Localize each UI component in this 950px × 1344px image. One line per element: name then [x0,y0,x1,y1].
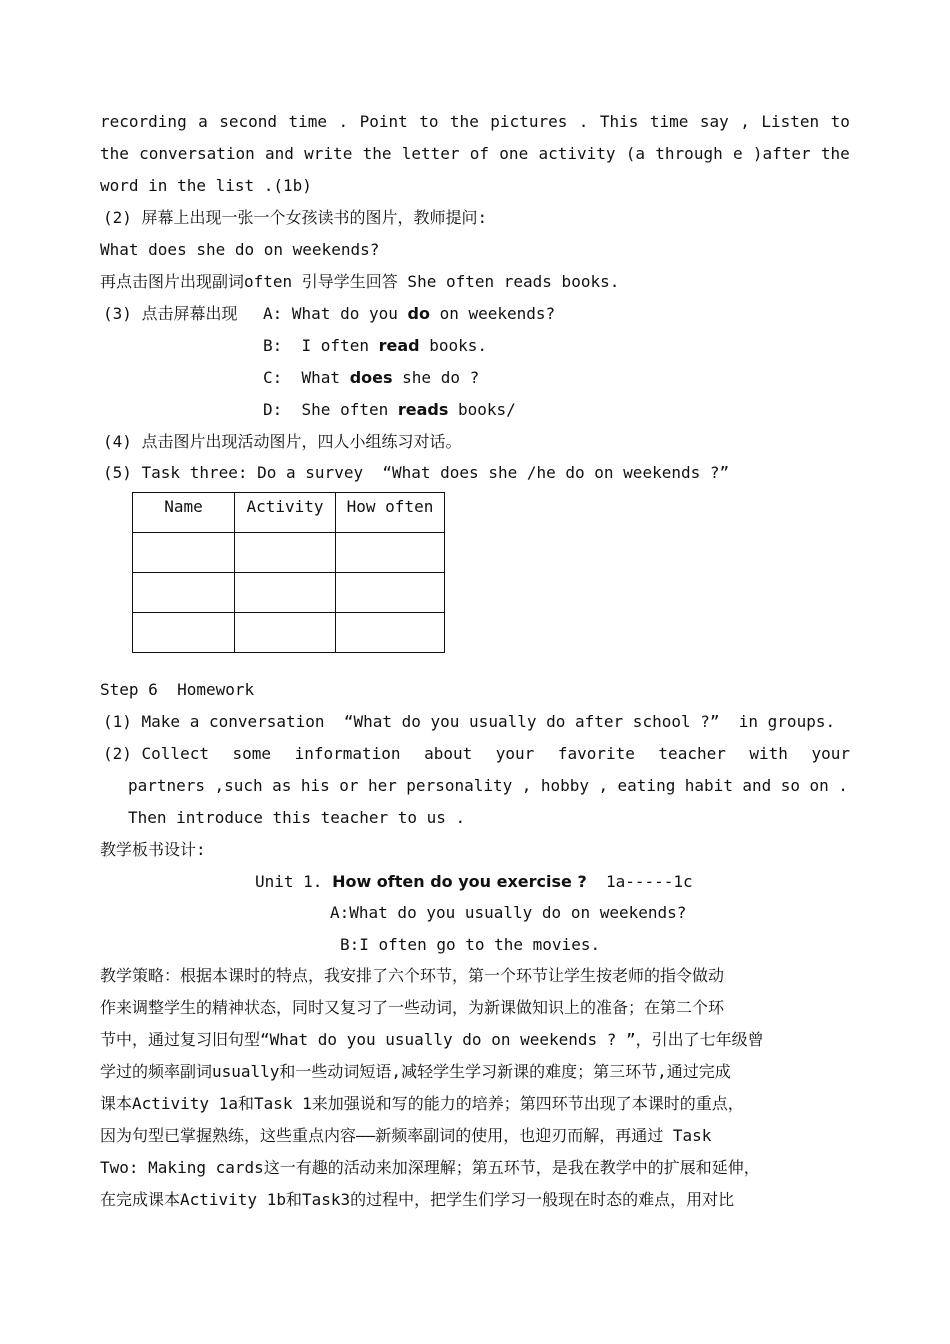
word: or [339,776,359,795]
word: of [469,144,490,163]
word: (a [625,144,646,163]
table-cell [133,533,235,573]
table-cell [235,573,336,613]
table-header-name: Name [133,493,235,533]
word: one [499,144,529,163]
strategy-line-1: 教学策略：根据本课时的特点，我安排了六个环节，第一个环节让学生按老师的指令做动 [100,966,725,985]
word: your [811,744,850,763]
word: letter [401,144,460,163]
table-row [133,533,445,573]
word: This [599,112,639,131]
word: . [338,112,349,131]
item-5-text: (5) Task three: Do a survey “What does she /he do on weekends ?” [103,463,730,482]
word: the [362,144,392,163]
word: your [495,744,535,763]
word: , [598,776,609,795]
table-cell [133,573,235,613]
word: hobby [540,776,589,795]
word: and [265,144,294,163]
word: recording [100,112,187,131]
word: the [820,144,850,163]
word: to [419,112,439,131]
word: to [830,112,850,131]
word: some [232,744,272,763]
word: habit [684,776,733,795]
word: eating [617,776,676,795]
table-row [133,573,445,613]
item-2-prompt: 再点击图片出现副词often 引导学生回答 She often reads books. [100,272,620,291]
dialog-line-b: B: I often read books. [263,336,488,355]
word: Listen [761,112,820,131]
word: and [742,776,772,795]
table-row [133,613,445,653]
board-heading: 教学板书设计: [100,840,206,859]
strategy-line-2: 作来调整学生的精神状态，同时又复习了一些动词，为新课做知识上的准备；在第二个环 [100,998,725,1017]
word: his [300,776,330,795]
strategy-line-5: 课本Activity 1a和Task 1来加强说和写的能力的培养；第四环节出现了本课时的重点， [100,1094,744,1113]
word: the [100,144,129,163]
word: the [449,112,479,131]
word: second [219,112,278,131]
word: a [198,112,208,131]
table-cell [336,613,445,653]
dialog-line-c: C: What does she do ? [263,368,480,387]
word: her [367,776,397,795]
word: say [699,112,729,131]
word: information [294,744,401,763]
word: time [649,112,689,131]
item-2-question: What does she do on weekends? [100,240,380,259]
dialog-line-d: D: She often reads books/ [263,400,516,419]
word: teacher [658,744,726,763]
paragraph-1-line-1 [100,112,850,132]
table-cell [133,613,235,653]
word: about [424,744,473,763]
table-cell [336,533,445,573]
strategy-line-8: 在完成课本Activity 1b和Task3的过程中，把学生们学习一般现在时态的难点，用对比 [100,1190,735,1209]
table-cell [235,613,336,653]
step-6-title: Step 6 Homework [100,680,255,699]
strategy-line-3: 节中，通过复习旧句型“What do you usually do on weekends ? ”，引出了七年级曾 [100,1030,764,1049]
word: ,such [214,776,263,795]
word: write [304,144,353,163]
paragraph-1-line-3: word in the list .(1b) [100,176,312,195]
word: so [780,776,801,795]
word: Point [359,112,408,131]
homework-item-1: (1) Make a conversation “What do you usually do after school ?” in groups. [103,712,836,731]
word: (2) Collect [103,744,209,763]
strategy-line-7: Two: Making cards这一有趣的活动来加深理解；第五环节，是我在教学中的扩展和延伸， [100,1158,760,1177]
board-unit-title: Unit 1. How often do you exercise ? 1a-----1c [255,872,693,891]
word: , [740,112,750,131]
word: as [272,776,292,795]
table-cell [336,573,445,613]
word: with [749,744,788,763]
word: )after [752,144,811,163]
dialog-line-a: A: What do you do on weekends? [263,304,556,323]
strategy-line-6: 因为句型已掌握熟练，这些重点内容——新频率副词的使用，也迎刃而解，再通过 Task [100,1126,712,1145]
word: e [732,144,743,163]
item-2-text: (2) 屏幕上出现一张一个女孩读书的图片，教师提问: [103,208,488,227]
word: conversation [139,144,255,163]
word: , [521,776,532,795]
word: time [288,112,328,131]
word: activity [538,144,616,163]
table-header-row [133,493,445,533]
homework-item-2-line-3: Then introduce this teacher to us . [128,808,466,827]
item-3-lead: (3) 点击屏幕出现 [103,304,238,323]
strategy-line-4: 学过的频率副词usually和一些动词短语,减轻学生学习新课的难度；第三环节,通过完成 [100,1062,731,1081]
word: pictures [490,112,568,131]
survey-table [132,492,445,653]
word: partners [128,776,206,795]
table-header-activity: Activity [235,493,336,533]
word: . [838,776,848,795]
table-header-how-often: How often [336,493,445,533]
board-line-b: B:I often go to the movies. [340,935,601,954]
word: favorite [557,744,635,763]
paragraph-1-line-2 [100,144,850,164]
word: . [578,112,589,131]
table-cell [235,533,336,573]
homework-item-2-line-2 [128,776,848,796]
board-line-a: A:What do you usually do on weekends? [330,903,687,922]
word: personality [406,776,513,795]
item-4-text: (4) 点击图片出现活动图片，四人小组练习对话。 [103,432,462,451]
word: through [655,144,723,163]
word: on [809,776,829,795]
homework-item-2-line-1 [103,744,850,764]
